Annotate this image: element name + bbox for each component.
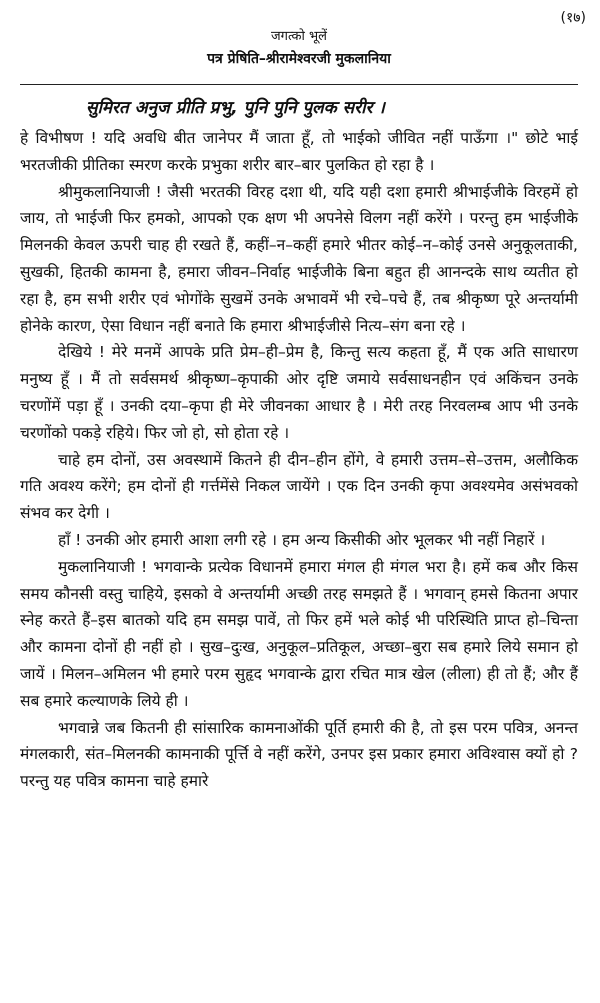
paragraph-1: हे विभीषण ! यदि अवधि बीत जानेपर मैं जाता हूँ, तो भाईको जीवित नहीं पाऊँगा ।" छोटे भाई भरतजीकी प्रीतिका स्मरण करके प्रभुका शरीर बार–बार पुलकित हो रहा है । — [20, 129, 578, 174]
header-divider — [20, 84, 578, 85]
paragraph-5: हाँ ! उनकी ओर हमारी आशा लगी रहे । हम अन्य किसीकी ओर भूलकर भी नहीं निहारें । — [58, 530, 546, 549]
paragraph-3: देखिये ! मेरे मनमें आपके प्रति प्रेम–ही–प्रेम है, किन्तु सत्य कहता हूँ, मैं एक अति साधारण मनुष्य हूँ । मैं तो सर्वसमर्थ श्रीकृष्ण–कृपाकी ओर दृष्टि जमाये सर्वसाधनहीन एवं अकिंचन उनके चरणोंमें पड़ा हूँ । उनकी दया–कृपा ही मेरे जीवनका आधार है । मेरी तरह निरवलम्ब आप भी उनके चरणोंको पकड़े रहिये। फिर जो हो, सो होता रहे । — [20, 343, 578, 442]
page-header — [20, 0, 578, 70]
paragraph-4: चाहे हम दोनों, उस अवस्थामें कितने ही दीन–हीन होंगे, वे हमारी उत्तम–से–उत्तम, अलौकिक गति अवश्य करेंगे; हम दोनों ही गर्त्तमेंसे निकल जायेंगे । एक दिन उनकी कृपा अवश्यमेव असंभवको संभव कर देगी । — [20, 450, 578, 523]
paragraph-2: श्रीमुकलानियाजी ! जैसी भरतकी विरह दशा थी, यदि यही दशा हमारी श्रीभाईजीके विरहमें हो जाय, तो भाईजी फिर हमको, आपको एक क्षण भी अपनेसे विलग नहीं करेंगे । परन्तु हम भाईजीके मिलनकी केवल ऊपरी चाह ही रखते हैं, कहीं–न–कहीं हमारे भीतर कोई–न–कोई उनसे अनुकूलताकी, सुखकी, हितकी कामना है, हमारा जीवन–निर्वाह भाईजीके बिना बहुत ही आनन्दके साथ व्यतीत हो रहा है, हम सभी शरीर एवं भोगोंके सुखमें उनके अभावमें भी रचे–पचे हैं, तब श्रीकृष्ण पूरे अन्तर्यामी होनेके कारण, ऐसा विधान नहीं बनाते कि हमारा श्रीभाईजीसे नित्य–संग बना रहे । — [20, 182, 578, 335]
paragraph-7: भगवान्ने जब कितनी ही सांसारिक कामनाओंकी पूर्ति हमारी की है, तो इस परम पवित्र, अनन्त मंगलकारी, संत–मिलनकी कामनाकी पूर्त्ति वे नहीं करेंगे, उनपर इस प्रकार हमारा अविश्वास क्यों हो ? परन्तु यह पवित्र कामना चाहे हमारे — [20, 718, 578, 791]
chapter-title: जगत्को भूलें — [271, 29, 327, 44]
paragraph-6: मुकलानियाजी ! भगवान्के प्रत्येक विधानमें हमारा मंगल ही मंगल भरा है। हमें कब और किस समय कौनसी वस्तु चाहिये, इसको वे अन्तर्यामी अच्छी तरह समझते हैं । भगवान् हमसे कितना अपार स्नेह करते हैं–इस बातको यदि हम समझ पावें, तो फिर हमें भले कोई भी परिस्थिति प्राप्त हो–चिन्ता और कामना दोनों ही नहीं हो । सुख–दुःख, अनुकूल–प्रतिकूल, अच्छा–बुरा सब हमारे लिये समान हो जायें । मिलन–अमिलन भी हमारे परम सुहृद भगवान्के द्वारा रचित मात्र खेल (लीला) ही तो हैं; और हैं सब हमारे कल्याणके लिये ही । — [20, 557, 578, 710]
verse-quote: सुमिरत अनुज प्रीति प्रभु, पुनि पुनि पुलक सरीर । — [86, 98, 385, 118]
page-number: (१७) — [560, 10, 586, 26]
letter-body — [20, 91, 578, 795]
letter-recipient: पत्र प्रेषिति–श्रीरामेश्वरजी मुकलानिया — [207, 51, 391, 67]
